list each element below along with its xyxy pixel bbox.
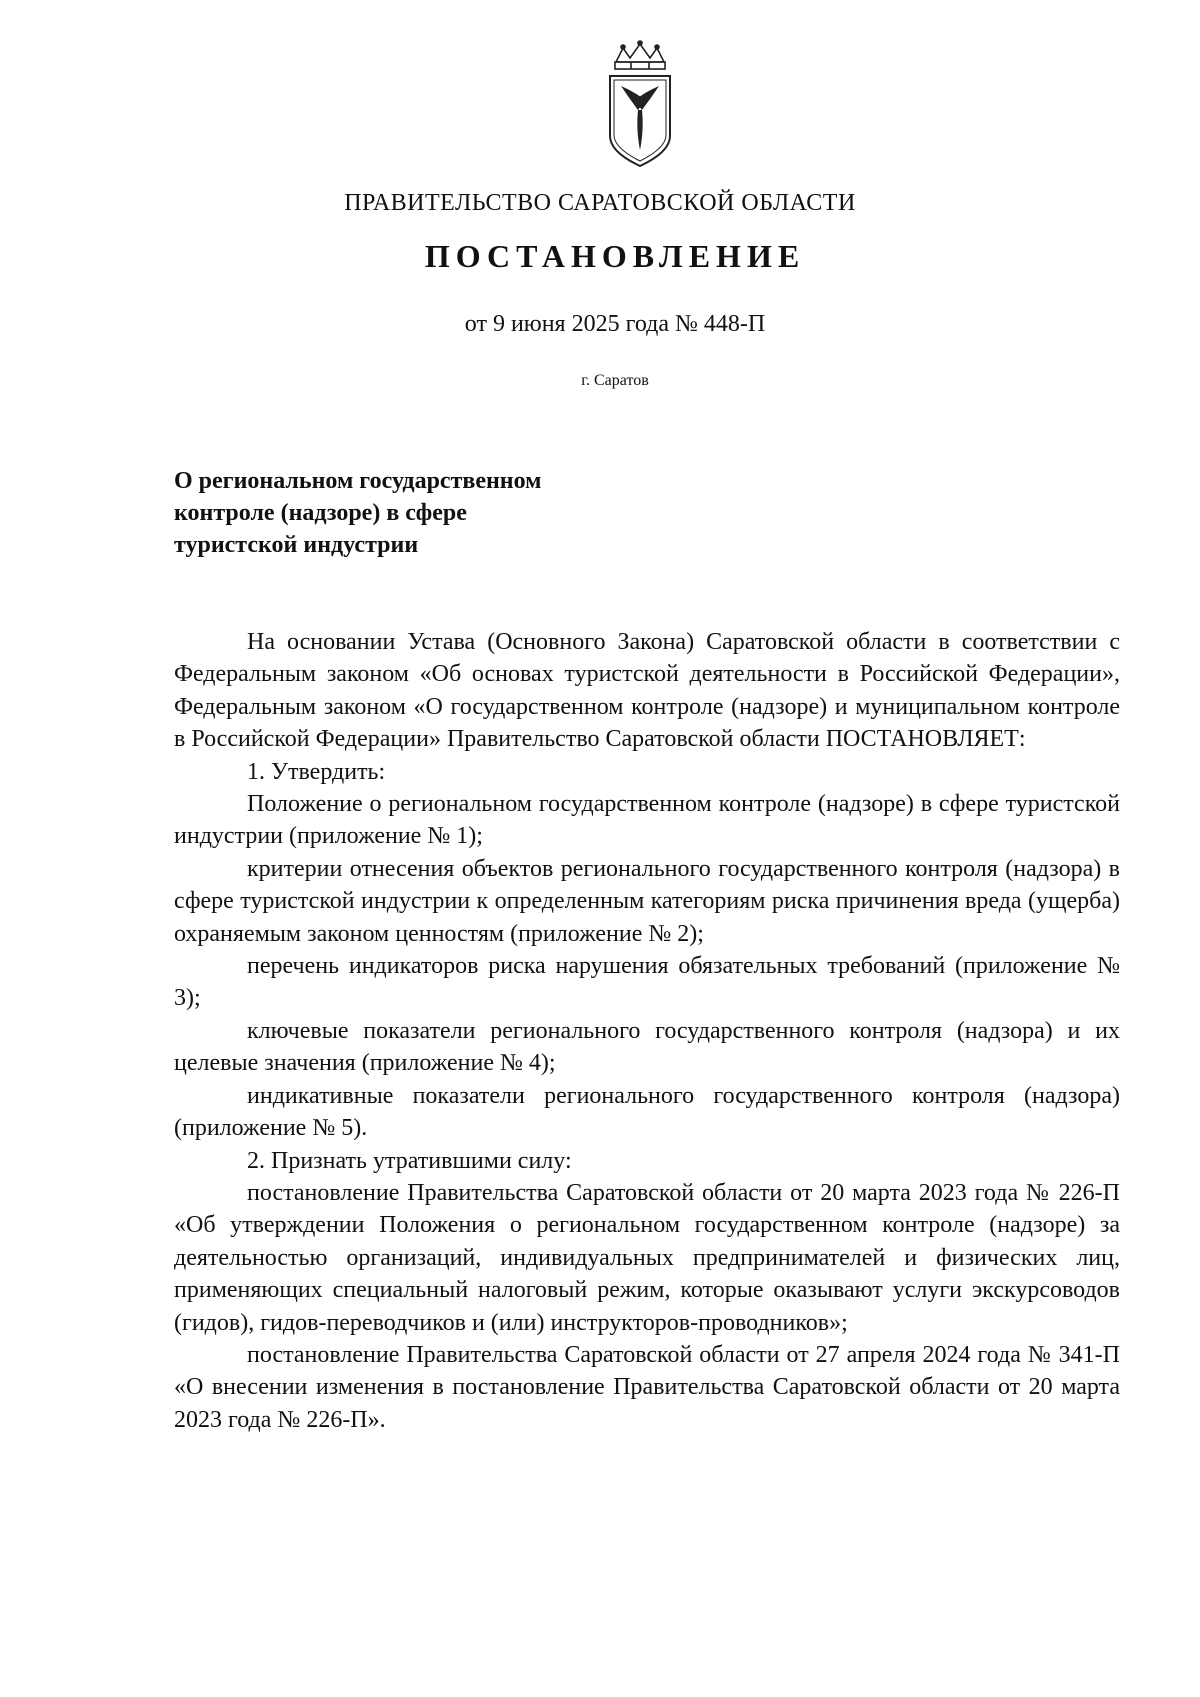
document-type-heading: ПОСТАНОВЛЕНИЕ <box>424 238 806 274</box>
document-title <box>174 465 654 561</box>
document-date-number: от 9 июня 2025 года № 448-П <box>464 311 766 337</box>
clause-2-heading: 2. Признать утратившими силу: <box>247 1147 572 1174</box>
clause-1-item: индикативные показатели регионального государственного контроля (надзора) (приложение № 5). <box>174 1082 1120 1142</box>
clause-1-item: Положение о региональном государственном контроле (надзоре) в сфере туристской индустрии (приложение № 1); <box>174 791 1120 850</box>
preamble-paragraph: На основании Устава (Основного Закона) Саратовской области в соответствии с Федеральным законом «Об основах туристской деятельности в Российской Федерации», Федеральным законом «О государственном контроле (надзоре) и муниципальном контроле в Российской Федерации» Правительство Саратовской области ПОСТАНОВЛЯЕТ: <box>174 629 1120 753</box>
clause-1-item: ключевые показатели регионального государственного контроля (надзора) и их целевые значения (приложение № 4); <box>174 1017 1120 1077</box>
clause-1-heading: 1. Утвердить: <box>247 758 386 785</box>
title-line: туристской индустрии <box>174 532 419 558</box>
title-line: О региональном государственном <box>174 468 542 494</box>
document-city: г. Саратов <box>581 372 649 389</box>
government-name: ПРАВИТЕЛЬСТВО САРАТОВСКОЙ ОБЛАСТИ <box>344 190 856 216</box>
clause-2-item: постановление Правительства Саратовской области от 20 марта 2023 года № 226-П «Об утверждении Положения о региональном государственном контроле (надзоре) за деятельностью организаций, индивидуальных предпринимателей и физических лиц, применяющих специальный налоговый режим, которые оказывают услуги экскурсоводов (гидов), гидов-переводчиков и (или) инструкторов-проводников»; <box>174 1179 1120 1336</box>
clause-1-item: критерии отнесения объектов регионального государственного контроля (надзора) в сфере туристской индустрии к определенным категориям риска причинения вреда (ущерба) охраняемым законом ценностям (приложение № 2); <box>174 855 1120 947</box>
clause-1-item: перечень индикаторов риска нарушения обязательных требований (приложение № 3); <box>174 953 1120 1012</box>
title-line: контроле (надзоре) в сфере <box>174 500 467 526</box>
coat-of-arms-icon <box>603 40 677 170</box>
clause-2-item: постановление Правительства Саратовской области от 27 апреля 2024 года № 341-П «О внесении изменения в постановление Правительства Саратовской области от 20 марта 2023 года № 226-П». <box>174 1341 1120 1433</box>
document-body <box>174 626 1120 1436</box>
